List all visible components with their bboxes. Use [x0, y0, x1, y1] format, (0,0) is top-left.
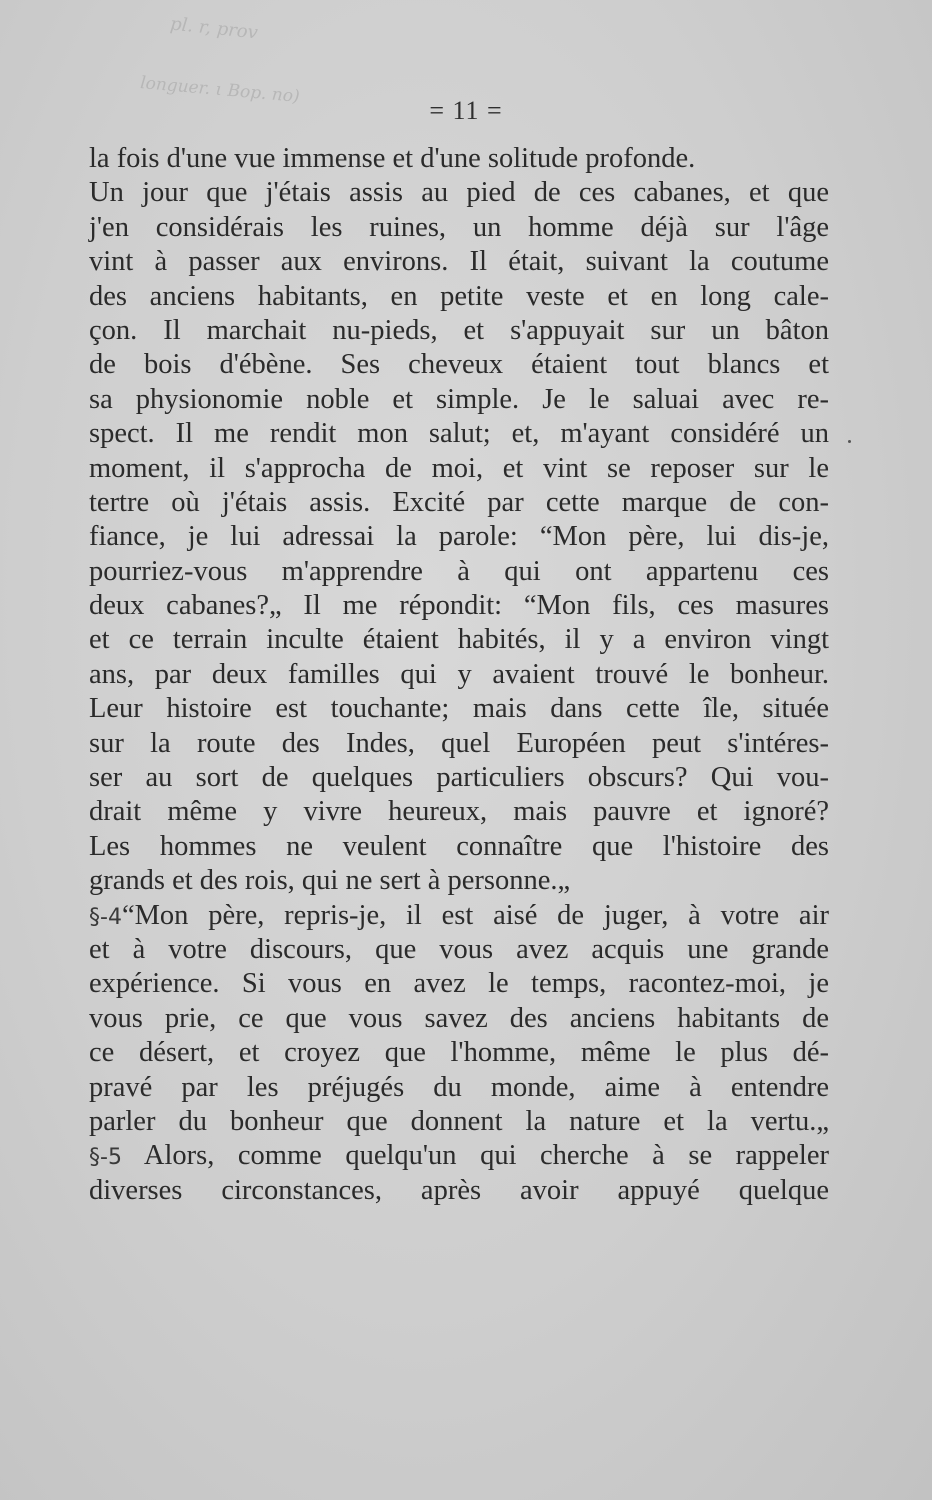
text-line-content: Les hommes ne veulent connaître que l'histoire des — [89, 830, 829, 862]
text-line-content: parler du bonheur que donnent la nature et la vertu.„ — [89, 1105, 829, 1137]
text-line-content: pravé par les préjugés du monde, aime à entendre — [89, 1071, 829, 1103]
text-line-content: vint à passer aux environs. Il était, suivant la coutume — [89, 246, 829, 278]
text-line-content: vous prie, ce que vous savez des anciens habitants de — [89, 1002, 829, 1034]
text-line — [89, 1174, 829, 1208]
paper-speck — [848, 440, 851, 443]
text-line-content: Alors, comme quelqu'un qui cherche à se rappeler — [121, 1140, 829, 1172]
text-line-content: ser au sort de quelques particuliers obscurs? Qui vou- — [89, 762, 829, 794]
text-line-content: moment, il s'approcha de moi, et vint se reposer sur le — [89, 452, 829, 484]
text-line — [89, 417, 829, 451]
body-text — [89, 142, 829, 1208]
text-line-content: fiance, je lui adressai la parole: “Mon père, lui dis-je, — [89, 521, 829, 553]
text-line — [89, 589, 829, 623]
text-line — [89, 658, 829, 692]
section-mark: §-4 — [89, 904, 122, 930]
text-line-content: “Mon père, repris-je, il est aisé de juger, à votre air — [121, 899, 829, 931]
text-line — [89, 830, 829, 864]
text-line — [89, 1139, 829, 1173]
text-line-content: spect. Il me rendit mon salut; et, m'ayant considéré un — [89, 418, 829, 450]
pencil-margin-note: pl. r, prov — [169, 13, 259, 44]
text-line-content: çon. Il marchait nu-pieds, et s'appuyait sur un bâton — [89, 314, 829, 346]
text-line-content: diverses circonstances, après avoir appuyé quelque — [89, 1174, 829, 1206]
text-line — [89, 933, 829, 967]
text-line-content: Leur histoire est touchante; mais dans cette île, située — [89, 693, 829, 725]
text-line — [89, 1105, 829, 1139]
text-line-content: sa physionomie noble et simple. Je le saluai avec re- — [89, 383, 829, 415]
text-line — [89, 623, 829, 657]
text-line-content: ce désert, et croyez que l'homme, même le plus dé- — [89, 1037, 829, 1069]
text-line — [89, 280, 829, 314]
text-line — [89, 348, 829, 382]
text-line-content: j'en considérais les ruines, un homme déjà sur l'âge — [89, 211, 829, 243]
text-line — [89, 245, 829, 279]
text-line — [89, 1071, 829, 1105]
text-line-content: la fois d'une vue immense et d'une solitude profonde. — [89, 143, 696, 174]
text-line — [89, 314, 829, 348]
text-line — [89, 176, 829, 210]
text-line-content: deux cabanes?„ Il me répondit: “Mon fils, ces masures — [89, 590, 829, 622]
text-line — [89, 967, 829, 1001]
text-line — [89, 486, 829, 520]
text-line-content: et ce terrain inculte étaient habités, il y a environ vingt — [89, 624, 829, 656]
text-line — [89, 383, 829, 417]
text-line-content: de bois d'ébène. Ses cheveux étaient tout blancs et — [89, 349, 829, 381]
text-line-content: sur la route des Indes, quel Européen peut s'intéres- — [89, 727, 829, 759]
text-line — [89, 1036, 829, 1070]
text-line-content: Un jour que j'étais assis au pied de ces cabanes, et que — [89, 177, 829, 209]
page-number: = 11 = — [429, 96, 503, 125]
text-line — [89, 899, 829, 933]
text-line — [89, 864, 829, 898]
text-line — [89, 211, 829, 245]
text-line — [89, 1002, 829, 1036]
text-line — [89, 555, 829, 589]
text-line — [89, 727, 829, 761]
text-line-content: des anciens habitants, en petite veste et en long cale- — [89, 280, 829, 312]
text-line-content: et à votre discours, que vous avez acquis une grande — [89, 933, 829, 965]
text-line — [89, 761, 829, 795]
text-line — [89, 795, 829, 829]
text-line — [89, 520, 829, 554]
text-line-content: drait même y vivre heureux, mais pauvre et ignoré? — [89, 796, 829, 828]
text-line — [89, 142, 829, 176]
text-line-content: expérience. Si vous en avez le temps, racontez-moi, je — [89, 968, 829, 1000]
pencil-margin-note-secondary: longuer. ι Bop. no) — [139, 73, 301, 107]
text-line-content: pourriez-vous m'apprendre à qui ont appartenu ces — [89, 555, 829, 587]
text-line-content: ans, par deux familles qui y avaient trouvé le bonheur. — [89, 658, 829, 690]
section-mark: §-5 — [89, 1145, 122, 1171]
text-line — [89, 692, 829, 726]
text-line-content: tertre où j'étais assis. Excité par cette marque de con- — [89, 486, 829, 518]
text-line-content: grands et des rois, qui ne sert à personne.„ — [89, 865, 571, 897]
text-line — [89, 452, 829, 486]
